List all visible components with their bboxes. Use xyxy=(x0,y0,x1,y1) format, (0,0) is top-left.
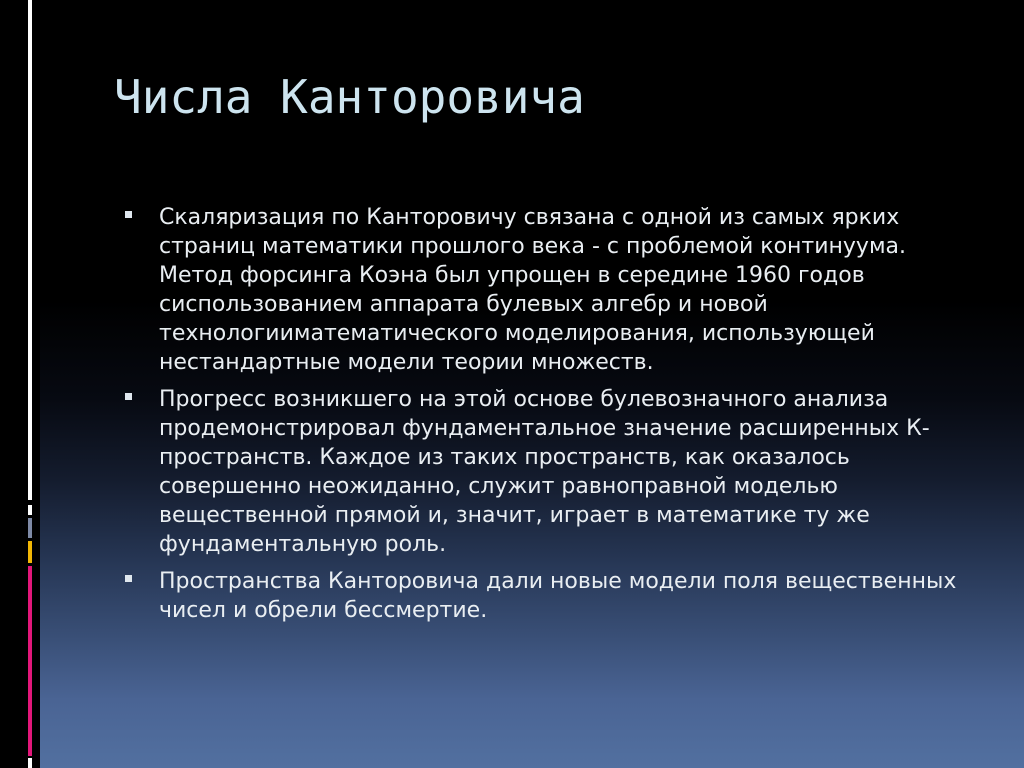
square-bullet-icon xyxy=(125,211,132,218)
decorative-left-strip xyxy=(0,0,40,768)
strip-gray-segment xyxy=(28,518,32,538)
bullet-list xyxy=(120,203,980,633)
strip-white-bottom-segment xyxy=(28,758,32,768)
bullet-item xyxy=(120,385,980,559)
strip-yellow-segment xyxy=(28,541,32,563)
square-bullet-icon xyxy=(125,575,132,582)
bullet-text: Прогресс возникшего на этой основе булевозначного анализа продемонстрировал фундаментальное значение расширенных К-пространств. Каждое из таких пространств, как оказалось совершенно неожиданно, служит равноправной моделью вещественной прямой и, значит, играет в математике ту же фундаментальную роль. xyxy=(159,387,930,557)
bullet-text: Скаляризация по Канторовичу связана с одной из самых ярких страниц математики прошлого века - с проблемой континуума. Метод форсинга Коэна был упрощен в середине 1960 годов сиспользованием аппарата булевых алгебр и новой технологииматематического моделирования, использующей нестандартные модели теории множеств. xyxy=(159,205,907,375)
slide-title: Числа Канторовича xyxy=(114,70,585,124)
strip-white-segment xyxy=(28,505,32,515)
strip-magenta-segment xyxy=(28,566,32,756)
bullet-item xyxy=(120,567,980,625)
bullet-text: Пространства Канторовича дали новые модели поля вещественных чисел и обрели бессмертие. xyxy=(159,569,957,623)
square-bullet-icon xyxy=(125,393,132,400)
strip-white-line xyxy=(28,0,32,500)
bullet-item xyxy=(120,203,980,377)
